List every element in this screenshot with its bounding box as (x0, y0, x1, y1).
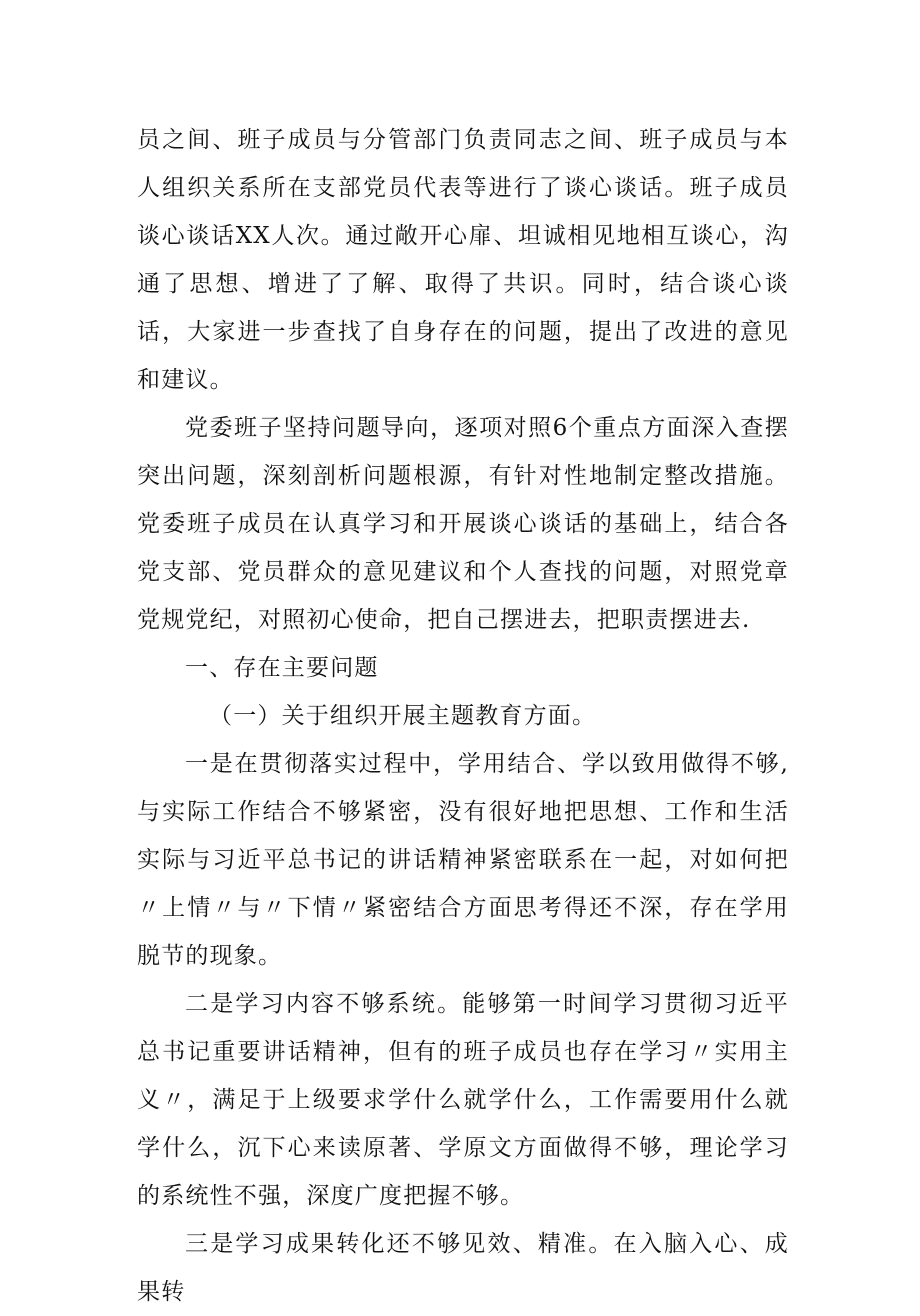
subsection-heading-theme-education: （一）关于组织开展主题教育方面。 (209, 703, 597, 729)
paragraph-problem-orientation: 党委班子坚持问题导向，逐项对照6个重点方面深入查摆突出问题，深刻剖析问题根源，有针对性地制定整改措施。党委班子成员在认真学习和开展谈心谈话的基础上，结合各党支部、党员群众的意见建议和个人查找的问题，对照党章党规党纪，对照初心使命，把自己摆进去，把职责摆进去. (137, 415, 789, 633)
paragraph-continuation: 员之间、班子成员与分管部门负责同志之间、班子成员与本人组织关系所在支部党员代表等进行了谈心谈话。班子成员谈心谈话XX人次。通过敞开心扉、坦诚相见地相互谈心，沟通了思想、增进了了解、取得了共识。同时，结合谈心谈话，大家进一步查找了自身存在的问题，提出了改进的意见和建议。 (137, 127, 789, 393)
document-body (137, 116, 789, 1316)
paragraph-point-one: 一是在贯彻落实过程中，学用结合、学以致用做得不够,与实际工作结合不够紧密，没有很好地把思想、工作和生活实际与习近平总书记的讲话精神紧密联系在一起，对如何把〃上情〃与〃下情〃紧密结合方面思考得还不深，存在学用脱节的现象。 (137, 751, 789, 969)
paragraph-point-two: 二是学习内容不够系统。能够第一时间学习贯彻习近平总书记重要讲话精神，但有的班子成员也存在学习〃实用主义〃，满足于上级要求学什么就学什么，工作需要用什么就学什么，沉下心来读原著、学原文方面做得不够，理论学习的系统性不强，深度广度把握不够。 (137, 991, 789, 1209)
paragraph-point-three: 三是学习成果转化还不够见效、精准。在入脑入心、成果转 (137, 1231, 789, 1305)
section-heading-main-problems: 一、存在主要问题 (185, 655, 379, 681)
